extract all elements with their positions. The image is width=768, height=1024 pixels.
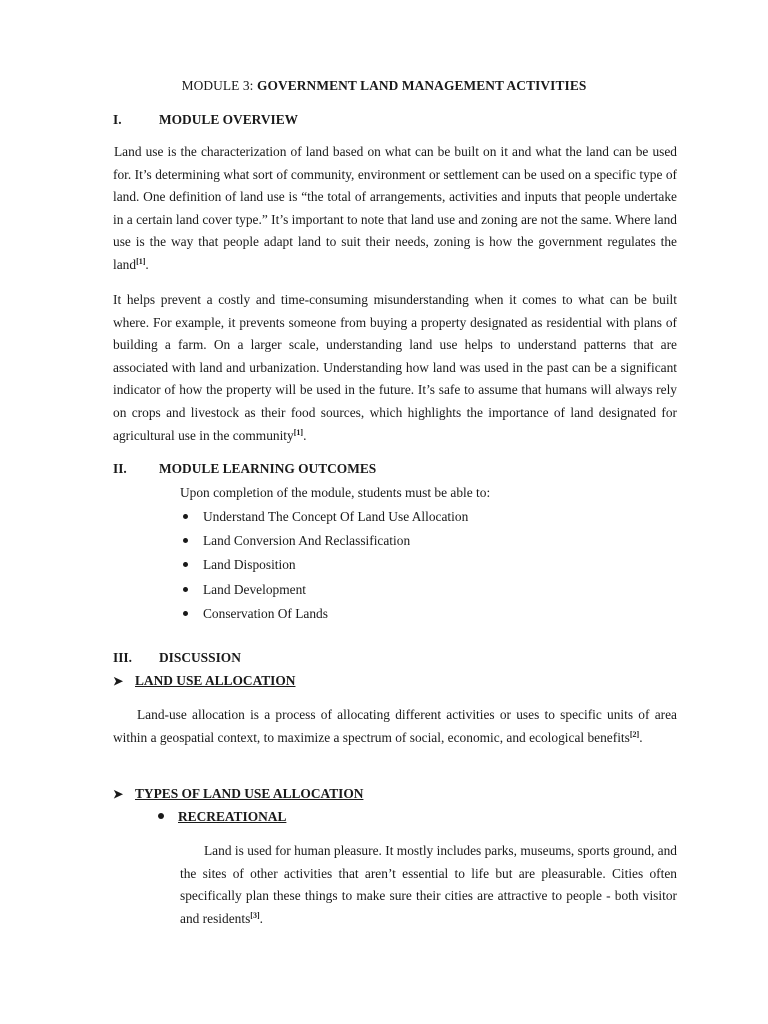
outcomes-list [180,508,468,629]
list-item: Conservation Of Lands [180,605,468,629]
recreational-text: Land is used for human pleasure. It mostly includes parks, museums, sports ground, and the sites of other activities that aren’t essential to life but are pleasurable. Cities often specifically plan these things to make sure their cities are attractive to people - both visitor and residents [180,843,677,926]
list-item: Land Development [180,581,468,605]
subheading-types-of-allocation [113,786,363,802]
overview-paragraph-2: It helps prevent a costly and time-consuming misunderstanding when it comes to what can be built where. For example, it prevents someone from buying a property designated as residential with plans of building a farm. On a larger scale, understanding land use helps to understand patterns that are associated with land and urbanization. Understanding how land was used in the past can be a significant indicator of how the property will be used in the future. It’s safe to assume that humans will always rely on crops and livestock as their food sources, which highlights the importance of land designated for agricultural use in the community[1]. [113,292,677,443]
section-number: II. [113,461,127,476]
allocation-text: Land-use allocation is a process of allocating different activities or uses to specific units of area within a geospatial context, to maximize a spectrum of social, economic, and ecological benefits [113,707,677,745]
arrowhead-bullet-icon: ➤ [113,787,124,801]
list-item: Land Disposition [180,556,468,580]
subheading-land-use-allocation [113,673,295,689]
citation-ref: [1] [293,427,304,437]
round-bullet-icon [158,813,164,819]
subheading-recreational [158,809,286,825]
allocation-paragraph: Land-use allocation is a process of allocating different activities or uses to specific units of area within a geospatial context, to maximize a spectrum of social, economic, and ecological benefits[2]. [113,707,677,745]
citation-ref: [2] [629,729,640,739]
overview-p2-text: It helps prevent a costly and time-consuming misunderstanding when it comes to what can be built where. For example, it prevents someone from buying a property designated as residential with plans of building a farm. On a larger scale, understanding land use helps to understand patterns that are associated with land and urbanization. Understanding how land was used in the past can be a significant indicator of how the property will be used in the future. It’s safe to assume that humans will always rely on crops and livestock as their food sources, which highlights the importance of land designated for agricultural use in the community [113,292,677,443]
outcomes-intro: Upon completion of the module, students must be able to: [180,485,491,500]
section-title: MODULE LEARNING OUTCOMES [159,461,377,476]
section-number: I. [113,112,122,127]
citation-ref: [3] [250,910,260,920]
subheading-text: LAND USE ALLOCATION [135,673,296,688]
section-title: DISCUSSION [159,650,241,665]
subheading-text: TYPES OF LAND USE ALLOCATION [135,786,364,801]
arrowhead-bullet-icon: ➤ [113,674,124,688]
section-number: III. [113,650,132,665]
recreational-paragraph: Land is used for human pleasure. It mostly includes parks, museums, sports ground, and the sites of other activities that aren’t essential to life but are pleasurable. Cities often specifically plan these things to make sure their cities are attractive to people - both visitor and residents[3]. [180,843,677,926]
section-title: MODULE OVERVIEW [159,112,299,127]
overview-paragraph-1: Land use is the characterization of land based on what can be built on it and what the land can be used for. It’s determining what sort of community, environment or settlement can be used on a specific type of land. One definition of land use is “the total of arrangements, activities and inputs that people undertake in a certain land cover type.” It’s important to note that land use and zoning are not the same. Where land use is the way that people adapt land to suit their needs, zoning is how the government regulates the land[1]. [113,144,677,272]
overview-p1-text: Land use is the characterization of land based on what can be built on it and what the land can be used for. It’s determining what sort of community, environment or settlement can be used on a specific type of land. One definition of land use is “the total of arrangements, activities and inputs that people undertake in a certain land cover type.” It’s important to note that land use and zoning are not the same. Where land use is the way that people adapt land to suit their needs, zoning is how the government regulates the land [113,144,677,272]
module-title [0,78,768,94]
list-item: Understand The Concept Of Land Use Allocation [180,508,468,532]
module-title-main: GOVERNMENT LAND MANAGEMENT ACTIVITIES [256,78,587,93]
module-title-prefix: MODULE 3: [181,78,257,93]
subheading-text: RECREATIONAL [178,809,287,824]
citation-ref: [1] [136,256,146,266]
list-item: Land Conversion And Reclassification [180,532,468,556]
